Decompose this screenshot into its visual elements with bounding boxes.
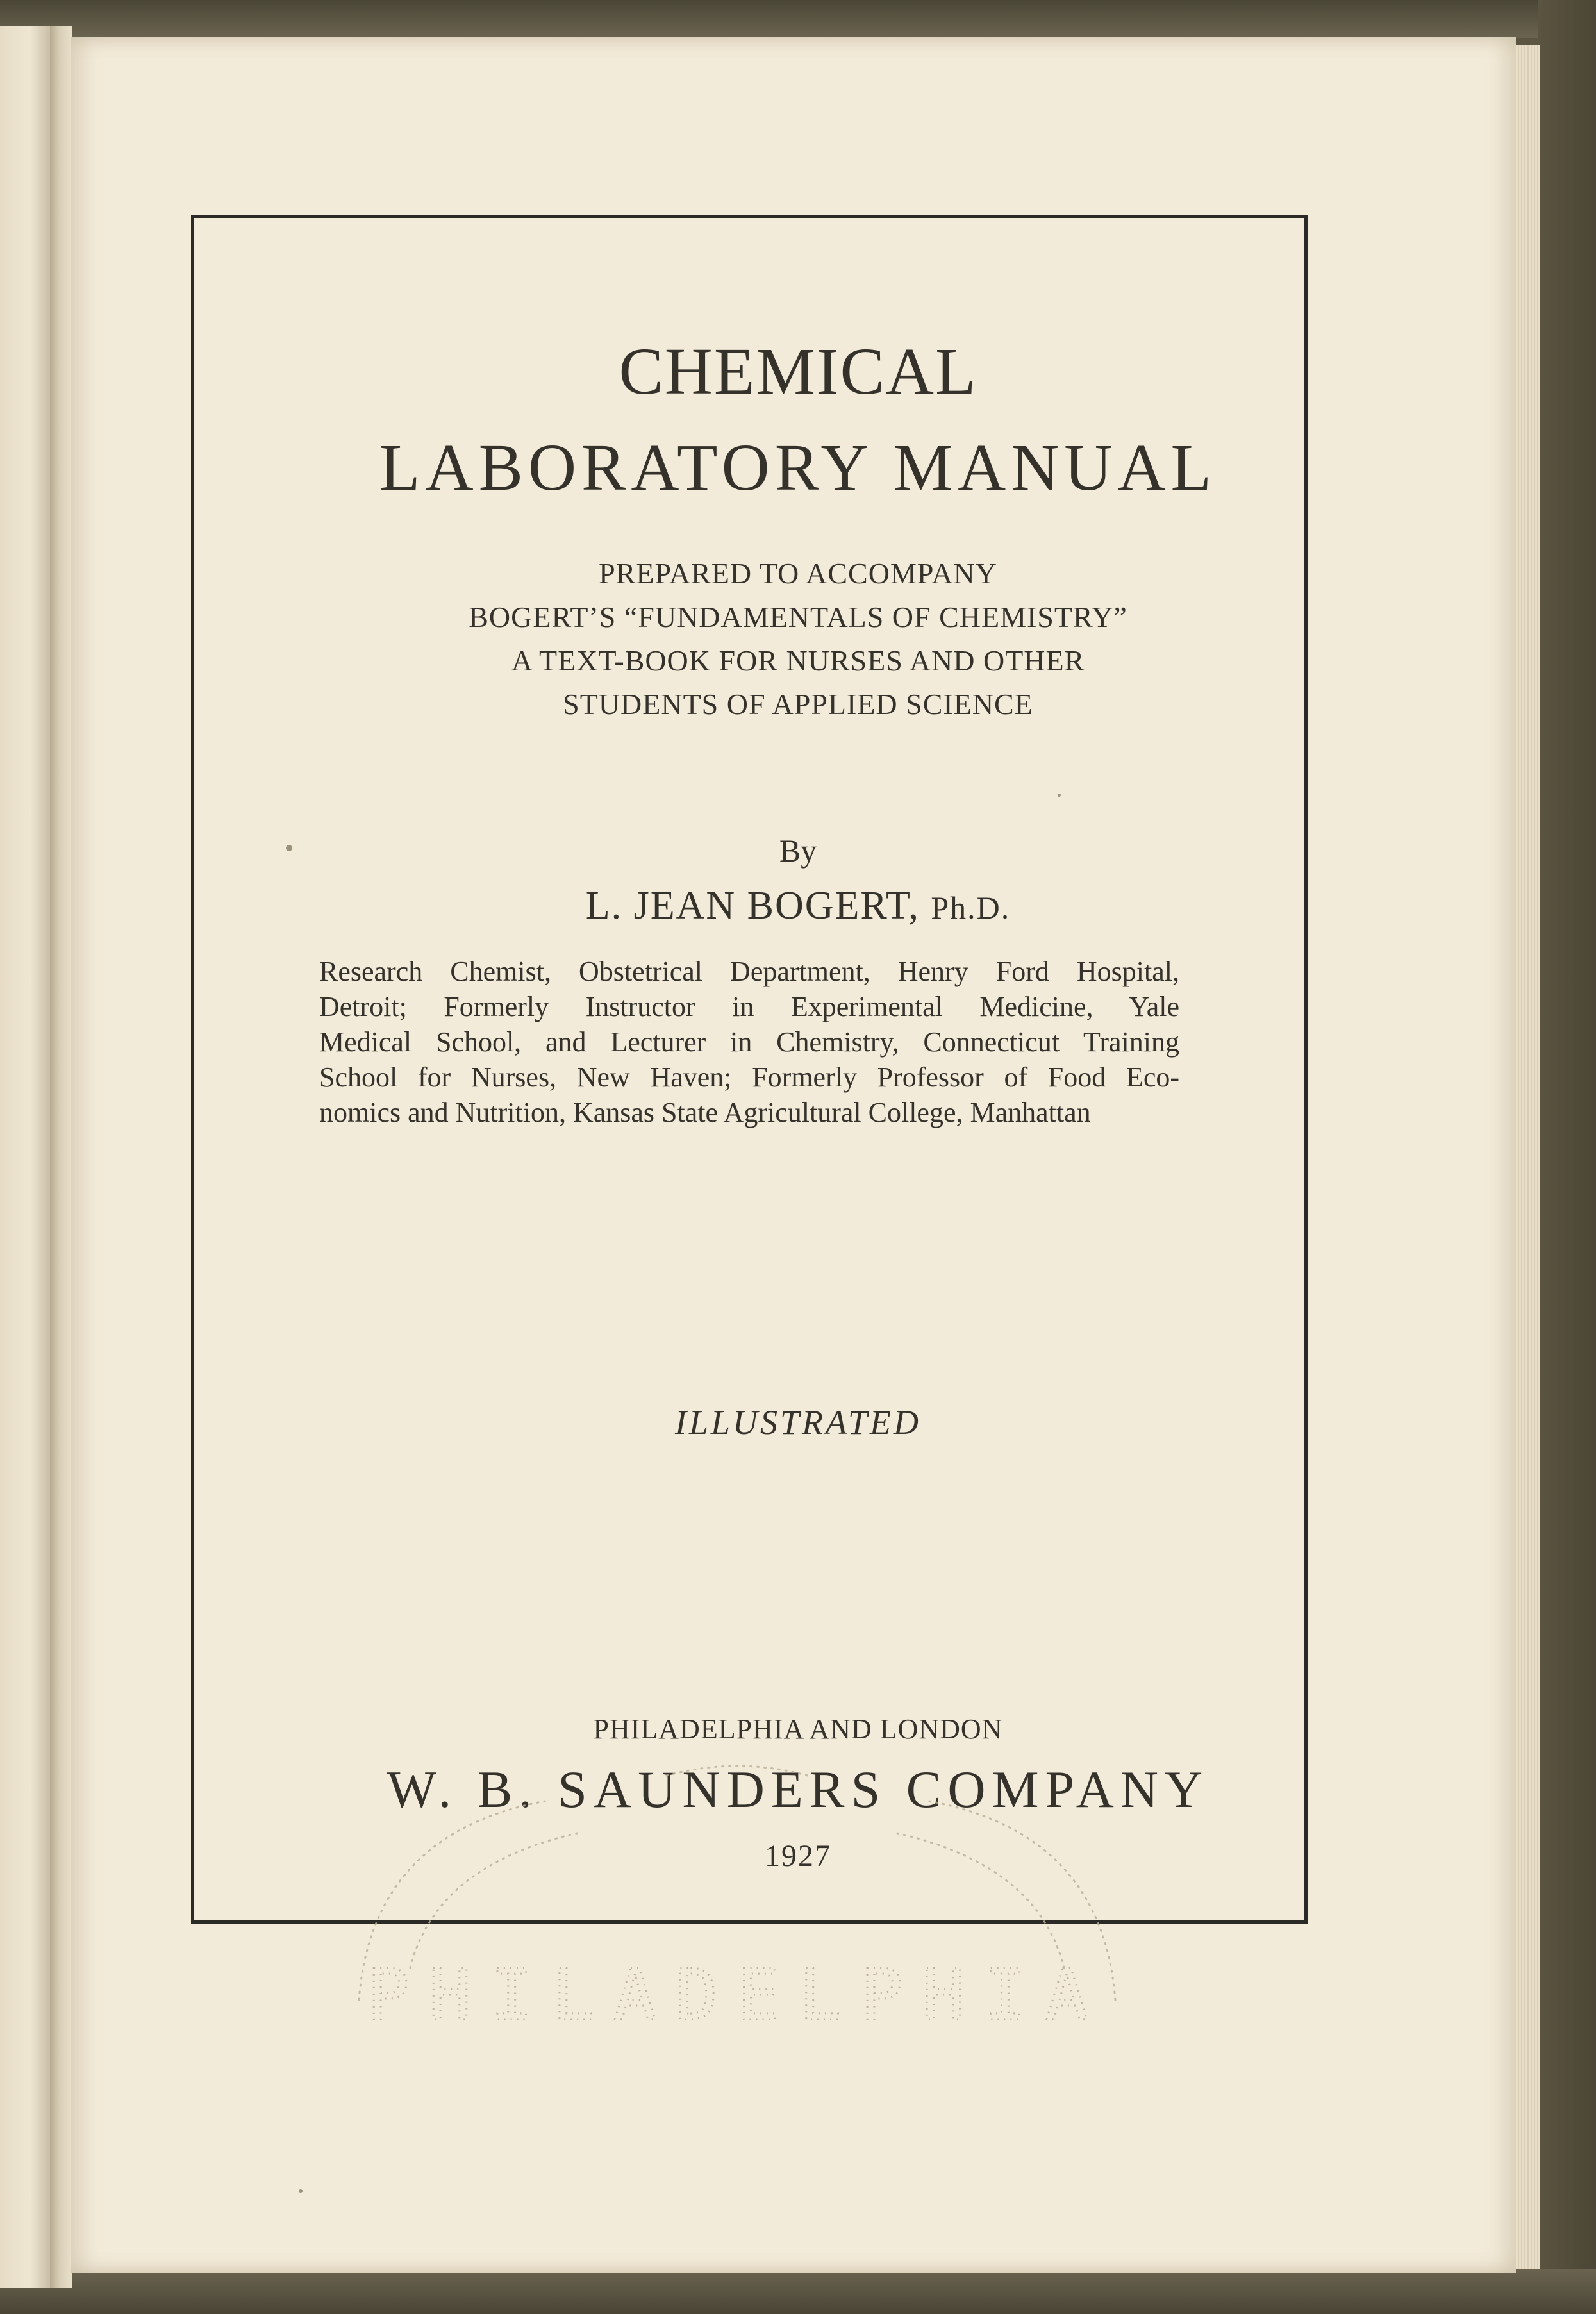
author-bio-line-4: School for Nurses, New Haven; Formerly Professor of Food Eco- bbox=[319, 1061, 1179, 1093]
publisher-name: W. B. SAUNDERS COMPANY bbox=[387, 1760, 1209, 1819]
subtitle-line-4: STUDENTS OF APPLIED SCIENCE bbox=[563, 688, 1033, 720]
author-bio-line-2: Detroit; Formerly Instructor in Experimental Medicine, Yale bbox=[319, 991, 1179, 1022]
author-degree: Ph.D. bbox=[931, 890, 1011, 926]
stamp-text: PHILADELPHIA bbox=[367, 1954, 1108, 2026]
subtitle-line-1: PREPARED TO ACCOMPANY bbox=[599, 557, 997, 590]
book-cover-bottom-edge bbox=[0, 2269, 1596, 2314]
paper-speck bbox=[286, 845, 292, 851]
illustrated-label: ILLUSTRATED bbox=[674, 1403, 922, 1442]
paper-speck bbox=[1058, 794, 1061, 797]
author-bio-line-1: Research Chemist, Obstetrical Department, Henry Ford Hospital, bbox=[319, 956, 1179, 987]
subtitle-line-3: A TEXT-BOOK FOR NURSES AND OTHER bbox=[511, 644, 1085, 677]
author-bio-line-3: Medical School, and Lecturer in Chemistry, Connecticut Training bbox=[319, 1026, 1179, 1058]
paper-speck bbox=[299, 2189, 303, 2193]
by-line: By bbox=[779, 833, 817, 869]
subtitle-line-2: BOGERT’S “FUNDAMENTALS OF CHEMISTRY” bbox=[469, 601, 1127, 633]
publisher-place: PHILADELPHIA AND LONDON bbox=[593, 1713, 1003, 1745]
book-cover-top-edge bbox=[0, 0, 1596, 38]
title-line-1: CHEMICAL bbox=[619, 335, 977, 408]
publication-year: 1927 bbox=[765, 1839, 831, 1873]
author-bio-line-5: nomics and Nutrition, Kansas State Agricultural College, Manhattan bbox=[319, 1097, 1091, 1128]
author-name-text: L. JEAN BOGERT, bbox=[585, 884, 931, 928]
title-line-2: LABORATORY MANUAL bbox=[379, 431, 1217, 504]
author-name bbox=[0, 883, 1596, 929]
